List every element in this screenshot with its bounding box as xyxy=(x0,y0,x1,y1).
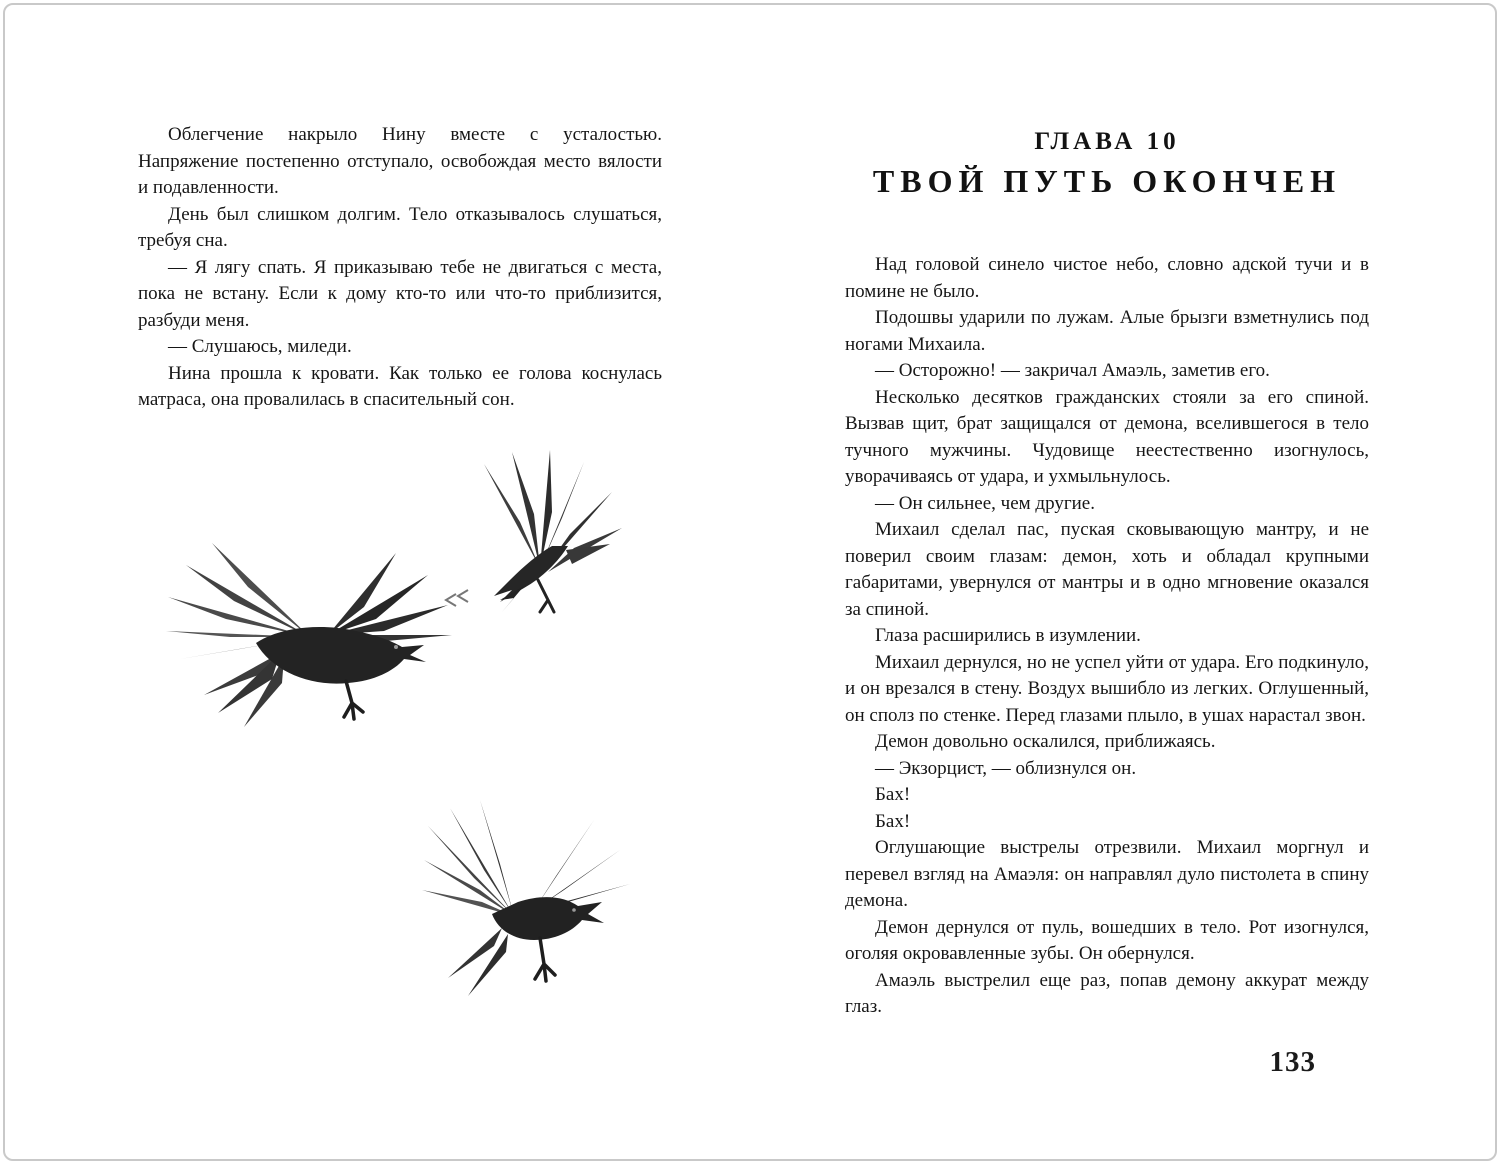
paragraph: — Слушаюсь, миледи. xyxy=(168,336,352,357)
chapter-number: ГЛАВА 10 xyxy=(1034,128,1180,155)
ravens-ink-drawing xyxy=(140,430,660,1030)
paragraph: Над головой синело чистое небо, словно адской тучи и в помине не было. xyxy=(845,254,1369,302)
paragraph: Глаза расширились в изумлении. xyxy=(875,625,1141,646)
paragraph: — Экзорцист, — облизнулся он. xyxy=(875,757,1137,779)
paragraph: Бах! xyxy=(875,784,911,805)
raven-large-icon xyxy=(166,543,452,727)
paragraph: — Осторожно! — закричал Амаэль, заметив его. xyxy=(875,360,1270,381)
paragraph: Демон довольно оскалился, приближаясь. xyxy=(875,731,1216,752)
ravens-illustration xyxy=(140,430,660,1030)
paragraph: Михаил сделал пас, пуская сковывающую мантру, и не поверил своим глазам: демон, хоть и обладал крупными габаритами, увернулся от мантры и в одно мгновение оказался за спиной. xyxy=(845,519,1369,620)
paragraph: Амаэль выстрелил еще раз, попав демону аккурат между глаз. xyxy=(845,969,1369,1017)
right-page-text xyxy=(845,252,1369,1021)
paragraph: Нина прошла к кровати. Как только ее голова коснулась матраса, она провалилась в спасительный сон. xyxy=(138,362,662,410)
paragraph: Бах! xyxy=(875,810,911,832)
paragraph: Облегчение накрыло Нину вместе с усталостью. Напряжение постепенно отступало, освобождая место вялости и подавленности. xyxy=(138,124,662,198)
raven-landing-icon xyxy=(422,800,630,996)
paragraph: Михаил дернулся, но не успел уйти от удара. Его подкинуло, и он врезался в стену. Воздух вышибло из легких. Оглушенный, он сполз по стенке. Перед глазами плыло, в ушах нарастал звон. xyxy=(845,651,1369,726)
raven-small-icon xyxy=(446,450,622,612)
paragraph: День был слишком долгим. Тело отказывалось слушаться, требуя сна. xyxy=(138,203,662,251)
chapter-title: ТВОЙ ПУТЬ ОКОНЧЕН xyxy=(872,163,1342,199)
page-number: 133 xyxy=(1269,1046,1316,1078)
paragraph: Несколько десятков гражданских стояли за его спиной. Вызвав щит, брат защищался от демона, вселившегося в тело тучного мужчины. Чудовище неестественно изогнулось, уворачиваясь от удара, и ухмыльнулось. xyxy=(845,386,1369,487)
paragraph: — Я лягу спать. Я приказываю тебе не двигаться с места, пока не встану. Если к дому кто-то или что-то приблизится, разбуди меня. xyxy=(138,256,662,331)
paragraph: Оглушающие выстрелы отрезвили. Михаил моргнул и перевел взгляд на Амаэля: он направлял дуло пистолета в спину демона. xyxy=(845,837,1369,911)
paragraph: — Он сильнее, чем другие. xyxy=(875,492,1095,514)
paragraph: Подошвы ударили по лужам. Алые брызги взметнулись под ногами Михаила. xyxy=(845,307,1369,355)
chapter-heading xyxy=(845,128,1369,200)
paragraph: Демон дернулся от пуль, вошедших в тело. Рот изогнулся, оголяя окровавленные зубы. Он обернулся. xyxy=(845,916,1369,964)
left-page-text xyxy=(138,122,662,414)
